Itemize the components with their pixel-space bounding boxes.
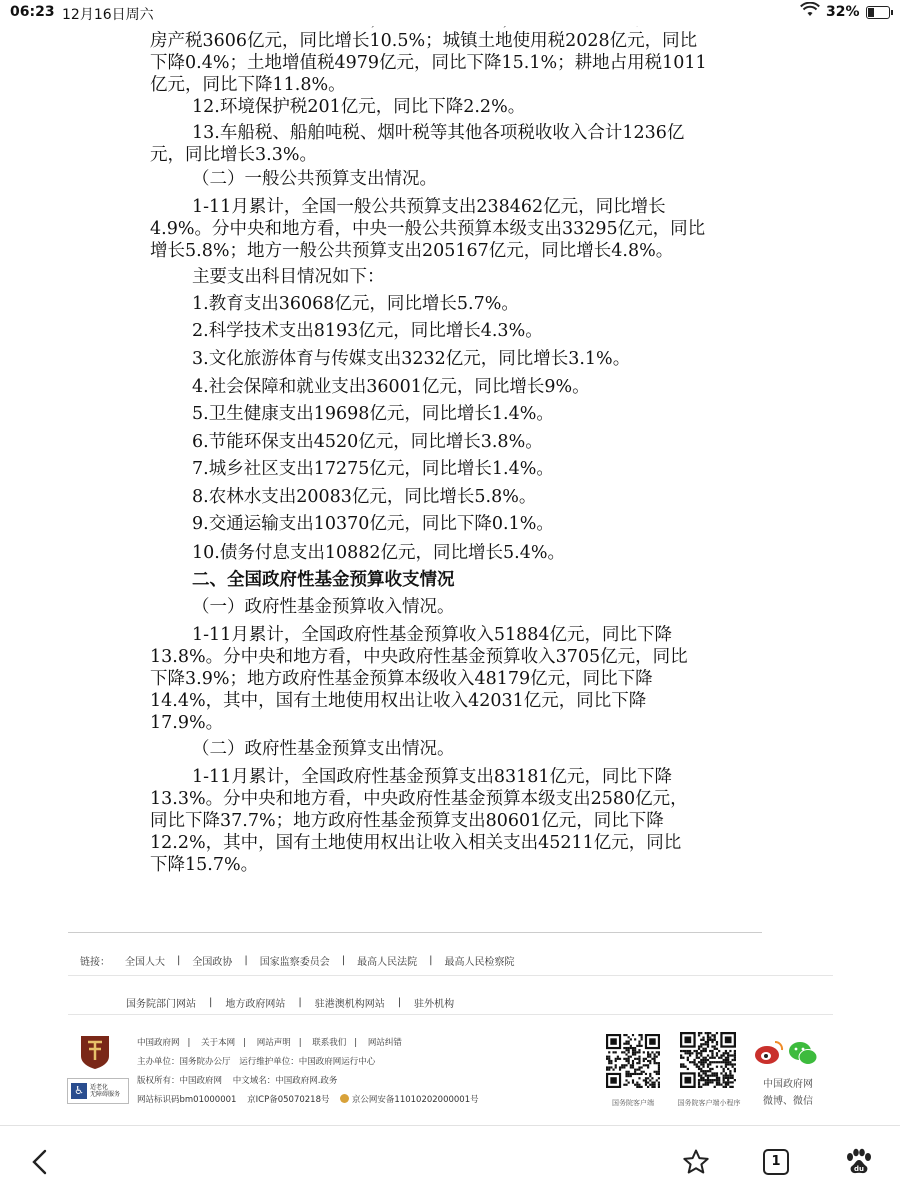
wheelchair-icon: ♿ bbox=[71, 1083, 87, 1099]
article-line: 7.城乡社区支出17275亿元，同比增长1.4%。 bbox=[192, 459, 554, 479]
status-date: 12月16日周六 bbox=[62, 7, 154, 23]
article-line: 14.4%，其中，国有土地使用权出让收入42031亿元，同比下降 bbox=[150, 691, 647, 711]
article-line: 下降0.4%；土地增值税4979亿元，同比下降15.1%；耕地占用税1011 bbox=[150, 53, 707, 73]
separator: | bbox=[209, 996, 213, 1008]
separator: | bbox=[397, 996, 402, 1008]
footer-id-row bbox=[137, 1091, 557, 1110]
article-line: 3.文化旅游体育与传媒支出3232亿元，同比增长3.1%。 bbox=[192, 349, 631, 369]
favorite-button[interactable] bbox=[676, 1142, 716, 1182]
article-line: 4.9%。分中央和地方看，中央一般公共预算本级支出33295亿元，同比 bbox=[150, 219, 706, 239]
separator: | bbox=[243, 1038, 246, 1048]
link-cppcc[interactable]: 全国政协 bbox=[192, 956, 233, 968]
article-line: 8.农林水支出20083亿元，同比增长5.8%。 bbox=[192, 487, 537, 507]
link-state-council-depts[interactable]: 国务院部门网站 bbox=[126, 998, 196, 1010]
article-line: 1-11月累计，全国一般公共预算支出238462亿元，同比增长 bbox=[192, 197, 666, 217]
footer-copyright-row bbox=[137, 1072, 557, 1091]
link-local-gov[interactable]: 地方政府网站 bbox=[225, 998, 286, 1010]
qr-code-app bbox=[606, 1034, 660, 1088]
copyright: 版权所有：中国政府网 bbox=[137, 1076, 223, 1086]
article-line: 主要支出科目情况如下： bbox=[192, 267, 385, 287]
footer-links-row-2 bbox=[68, 990, 833, 1015]
article-line: 2.科学技术支出8193亿元，同比增长4.3%。 bbox=[192, 321, 543, 341]
footer-host-row bbox=[137, 1053, 557, 1072]
separator: | bbox=[341, 954, 346, 966]
social-label-2: 微博、微信 bbox=[763, 1096, 813, 1107]
qr-label-app: 国务院客户端 bbox=[612, 1099, 654, 1107]
badge-line-2: 无障碍服务 bbox=[90, 1091, 121, 1098]
article-line: （二）政府性基金预算支出情况。 bbox=[192, 739, 455, 759]
icp-number[interactable]: 京ICP备05070218号 bbox=[247, 1095, 330, 1105]
svg-text:du: du bbox=[854, 1165, 864, 1173]
article-line: 12.2%，其中，国有土地使用权出让收入相关支出45211亿元，同比 bbox=[150, 833, 682, 853]
domain-name: 中文域名：中国政府网.政务 bbox=[232, 1076, 338, 1086]
tabs-button[interactable] bbox=[756, 1142, 796, 1182]
battery-percent: 32% bbox=[826, 4, 860, 20]
article-line: 5.卫生健康支出19698亿元，同比增长1.4%。 bbox=[192, 404, 554, 424]
back-button[interactable] bbox=[20, 1142, 60, 1182]
article-line: 1-11月累计，全国政府性基金预算支出83181亿元，同比下降 bbox=[192, 767, 672, 787]
footer-divider bbox=[68, 932, 762, 933]
separator: | bbox=[354, 1038, 358, 1048]
separator: | bbox=[244, 954, 248, 966]
article-line: 13.3%。分中央和地方看，中央政府性基金预算本级支出2580亿元， bbox=[150, 789, 688, 809]
footer-info bbox=[137, 1034, 557, 1110]
separator: | bbox=[429, 954, 433, 966]
separator: | bbox=[177, 954, 181, 966]
host-unit: 主办单位：国务院办公厅 bbox=[137, 1057, 231, 1067]
footer-links-row bbox=[68, 945, 833, 976]
link-supreme-court[interactable]: 最高人民法院 bbox=[357, 956, 418, 968]
article-line: （二）一般公共预算支出情况。 bbox=[192, 169, 437, 189]
badge-line-1: 适老化 bbox=[90, 1084, 109, 1091]
info-link-error-report[interactable]: 网站纠错 bbox=[367, 1038, 402, 1048]
article-line: 1.教育支出36068亿元，同比增长5.7%。 bbox=[192, 294, 519, 314]
separator: | bbox=[298, 1038, 302, 1048]
link-hk-macau[interactable]: 驻港澳机构网站 bbox=[314, 998, 385, 1010]
police-record[interactable]: 京公网安备11010202000001号 bbox=[351, 1095, 479, 1105]
info-link-home[interactable]: 中国政府网 bbox=[137, 1038, 180, 1048]
separator: | bbox=[298, 996, 302, 1008]
info-link-about[interactable]: 关于本网 bbox=[201, 1038, 236, 1048]
link-npc[interactable]: 全国人大 bbox=[125, 956, 165, 968]
police-badge-icon bbox=[340, 1094, 349, 1103]
link-procuratorate[interactable]: 最高人民检察院 bbox=[444, 956, 515, 968]
operator-unit: 运行维护单位：中国政府网运行中心 bbox=[239, 1057, 376, 1067]
tab-count-icon: 1 bbox=[763, 1149, 789, 1175]
status-bar bbox=[0, 0, 900, 26]
article-line: 9.交通运输支出10370亿元，同比下降0.1%。 bbox=[192, 514, 554, 534]
article-line: 12.环境保护税201亿元，同比下降2.2%。 bbox=[192, 97, 526, 117]
baidu-button[interactable] bbox=[838, 1142, 878, 1182]
article-line: 亿元，同比下降11.8%。 bbox=[150, 75, 346, 95]
article-line: 房产税3606亿元，同比增长10.5%；城镇土地使用税2028亿元，同比 bbox=[150, 31, 698, 51]
section-heading: 二、全国政府性基金预算收支情况 bbox=[192, 570, 455, 590]
bottom-toolbar bbox=[0, 1125, 900, 1201]
article-line: 10.债务付息支出10882亿元，同比增长5.4%。 bbox=[192, 543, 565, 563]
site-id: 网站标识码bm01000001 bbox=[137, 1095, 237, 1105]
article-line: 同比下降37.7%；地方政府性基金预算支出80601亿元，同比下降 bbox=[150, 811, 664, 831]
info-link-contact[interactable]: 联系我们 bbox=[312, 1038, 347, 1048]
qr-label-mini-program: 国务院客户端小程序 bbox=[677, 1099, 741, 1107]
article-line: 13.8%。分中央和地方看，中央政府性基金预算收入3705亿元，同比 bbox=[150, 647, 688, 667]
link-supervision[interactable]: 国家监察委员会 bbox=[259, 956, 330, 968]
article-line: 17.9%。 bbox=[150, 713, 224, 733]
star-icon bbox=[682, 1148, 710, 1176]
link-overseas[interactable]: 驻外机构 bbox=[414, 998, 455, 1010]
article-line: （一）政府性基金预算收入情况。 bbox=[192, 597, 455, 617]
article-line: 元，同比增长3.3%。 bbox=[150, 145, 317, 165]
qr-code-mini-program bbox=[680, 1032, 736, 1088]
social-label-1: 中国政府网 bbox=[763, 1079, 813, 1090]
baidu-paw-icon bbox=[844, 1148, 872, 1176]
article-line: 6.节能环保支出4520亿元，同比增长3.8%。 bbox=[192, 432, 543, 452]
battery-icon bbox=[866, 6, 890, 19]
weibo-icon[interactable] bbox=[754, 1040, 784, 1066]
chevron-left-icon bbox=[30, 1148, 50, 1176]
article-line: 13.车船税、船舶吨税、烟叶税等其他各项税收收入合计1236亿 bbox=[192, 123, 685, 143]
wifi-icon bbox=[800, 2, 820, 22]
info-link-statement[interactable]: 网站声明 bbox=[256, 1038, 291, 1048]
article-line: 4.社会保障和就业支出36001亿元，同比增长9%。 bbox=[192, 377, 590, 397]
article-line: 下降15.7%。 bbox=[150, 855, 259, 875]
separator: | bbox=[187, 1038, 191, 1048]
status-time: 06:23 bbox=[10, 4, 55, 20]
article-line: 增长5.8%；地方一般公共预算支出205167亿元，同比增长4.8%。 bbox=[150, 241, 674, 261]
footer-info-links bbox=[137, 1034, 557, 1053]
accessibility-badge[interactable] bbox=[67, 1078, 129, 1104]
article-line: 1-11月累计，全国政府性基金预算收入51884亿元，同比下降 bbox=[192, 625, 672, 645]
badge-text bbox=[90, 1084, 120, 1098]
wechat-icon[interactable] bbox=[788, 1040, 818, 1066]
links-label: 链接： bbox=[80, 956, 110, 968]
gov-logo bbox=[78, 1034, 112, 1070]
article-line: 下降3.9%；地方政府性基金预算本级收入48179亿元，同比下降 bbox=[150, 669, 653, 689]
